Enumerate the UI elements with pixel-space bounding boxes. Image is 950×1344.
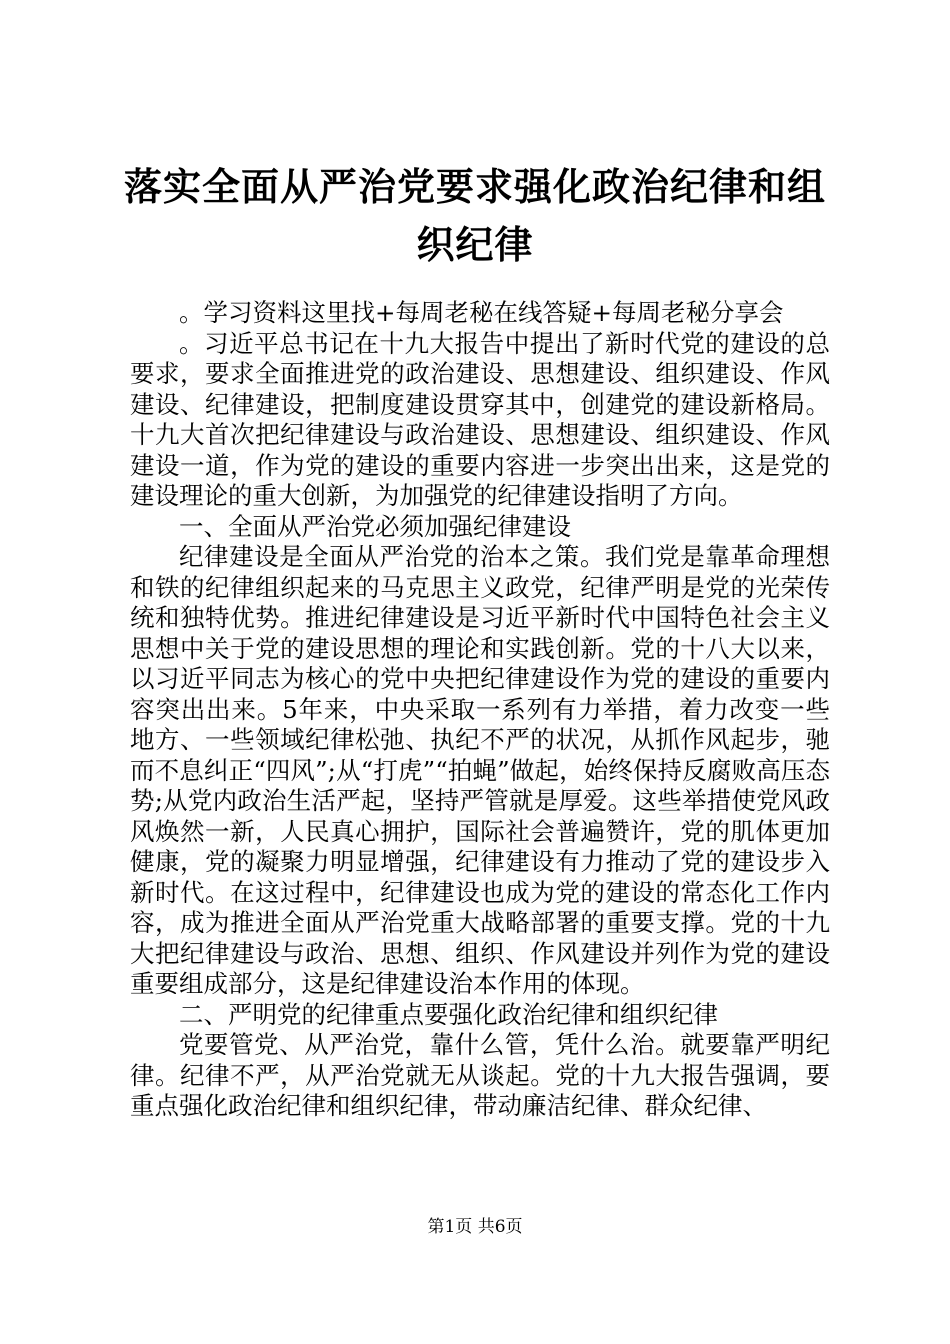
page-number-footer: 第1页 共6页 bbox=[427, 1217, 523, 1237]
document-body bbox=[130, 298, 830, 1122]
paragraph-opening: 。习近平总书记在十九大报告中提出了新时代党的建设的总要求，要求全面推进党的政治建设、思想建设、组织建设、作风建设、纪律建设，把制度建设贯穿其中，创建党的建设新格局。十九大首次把纪律建设与政治建设、思想建设、组织建设、作风建设一道，作为党的建设的重要内容进一步突出出来，这是党的建设理论的重大创新，为加强党的纪律建设指明了方向。 bbox=[130, 328, 830, 510]
section-heading-2: 二、严明党的纪律重点要强化政治纪律和组织纪律 bbox=[179, 999, 718, 1029]
section-heading-1: 一、全面从严治党必须加强纪律建设 bbox=[179, 511, 571, 541]
paragraph-section-1: 纪律建设是全面从严治党的治本之策。我们党是靠革命理想和铁的纪律组织起来的马克思主义政党，纪律严明是党的光荣传统和独特优势。推进纪律建设是习近平新时代中国特色社会主义思想中关于党的建设思想的理论和实践创新。党的十八大以来，以习近平同志为核心的党中央把纪律建设作为党的建设的重要内容突出出来。5年来，中央采取一系列有力举措，着力改变一些地方、一些领域纪律松弛、执纪不严的状况，从抓作风起步，驰而不息纠正“四风”;从“打虎”“拍蝇”做起，始终保持反腐败高压态势;从党内政治生活严起，坚持严管就是厚爱。这些举措使党风政风焕然一新，人民真心拥护，国际社会普遍赞许，党的肌体更加健康，党的凝聚力明显增强，纪律建设有力推动了党的建设步入新时代。在这过程中，纪律建设也成为党的建设的常态化工作内容，成为推进全面从严治党重大战略部署的重要支撑。党的十九大把纪律建设与政治、思想、组织、作风建设并列作为党的建设重要组成部分，这是纪律建设治本作用的体现。 bbox=[130, 542, 830, 998]
paragraph-section-2: 党要管党、从严治党，靠什么管，凭什么治。就要靠严明纪律。纪律不严，从严治党就无从谈起。党的十九大报告强调，要重点强化政治纪律和组织纪律，带动廉洁纪律、群众纪律、 bbox=[130, 1030, 830, 1120]
paragraph-intro-note: 。学习资料这里找+每周老秘在线答疑+每周老秘分享会 bbox=[179, 298, 784, 327]
document-title: 落实全面从严治党要求强化政治纪律和组织纪律 bbox=[123, 164, 826, 267]
